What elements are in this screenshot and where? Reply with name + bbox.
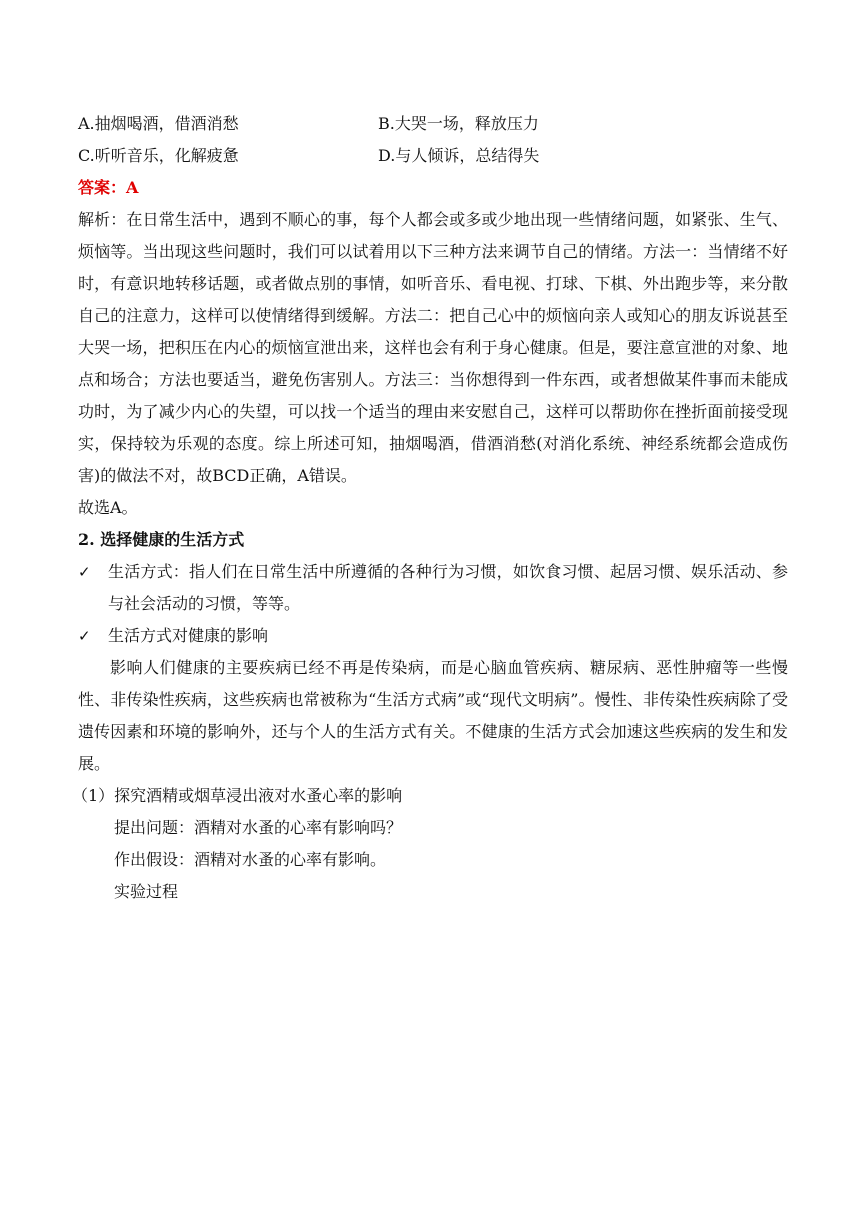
checkmark-icon: ✓ (78, 627, 91, 645)
bullet-lifestyle-definition (78, 556, 788, 620)
section-heading: 2. 选择健康的生活方式 (78, 530, 245, 549)
conclusion-line: 故选A。 (78, 498, 138, 517)
option-c: C.听听音乐，化解疲惫 (78, 146, 239, 165)
bullet-text: 生活方式对健康的影响 (108, 626, 269, 645)
bullet-text: 生活方式：指人们在日常生活中所遵循的各种行为习惯，如饮食习惯、起居习惯、娱乐活动、参与社会活动的习惯，等等。 (108, 562, 788, 613)
option-d: D.与人倾诉，总结得失 (378, 146, 540, 165)
experiment-question: 提出问题：酒精对水蚤的心率有影响吗？ (114, 818, 403, 837)
experiment-process: 实验过程 (114, 882, 179, 901)
options-row-2 (78, 140, 788, 172)
experiment-hypothesis: 作出假设：酒精对水蚤的心率有影响。 (114, 850, 387, 869)
experiment-title: （1）探究酒精或烟草浸出液对水蚤心率的影响 (72, 786, 403, 805)
option-b: B.大哭一场，释放压力 (378, 114, 539, 133)
document-content (72, 108, 788, 908)
analysis-paragraph: 解析：在日常生活中，遇到不顺心的事，每个人都会或多或少地出现一些情绪问题，如紧张、生气、烦恼等。当出现这些问题时，我们可以试着用以下三种方法来调节自己的情绪。方法一：当情绪不好时，有意识地转移话题，或者做点别的事情，如听音乐、看电视、打球、下棋、外出跑步等，来分散自己的注意力，这样可以使情绪得到缓解。方法二：把自己心中的烦恼向亲人或知心的朋友诉说甚至大哭一场，把积压在内心的烦恼宣泄出来，这样也会有利于身心健康。但是，要注意宣泄的对象、地点和场合；方法也要适当，避免伤害别人。方法三：当你想得到一件东西，或者想做某件事而未能成功时，为了减少内心的失望，可以找一个适当的理由来安慰自己，这样可以帮助你在挫折面前接受现实，保持较为乐观的态度。综上所述可知，抽烟喝酒，借酒消愁(对消化系统、神经系统都会造成伤害)的做法不对，故BCD正确，A错误。 (78, 210, 788, 485)
influence-paragraph: 影响人们健康的主要疾病已经不再是传染病，而是心脑血管疾病、糖尿病、恶性肿瘤等一些慢性、非传染性疾病，这些疾病也常被称为“生活方式病”或“现代文明病”。慢性、非传染性疾病除了受遗传因素和环境的影响外，还与个人的生活方式有关。不健康的生活方式会加速这些疾病的发生和发展。 (78, 658, 788, 773)
bullet-lifestyle-influence (78, 620, 788, 652)
options-row-1 (78, 108, 788, 140)
option-a: A.抽烟喝酒，借酒消愁 (78, 114, 239, 133)
answer-label: 答案：A (78, 178, 139, 197)
checkmark-icon: ✓ (78, 563, 91, 581)
